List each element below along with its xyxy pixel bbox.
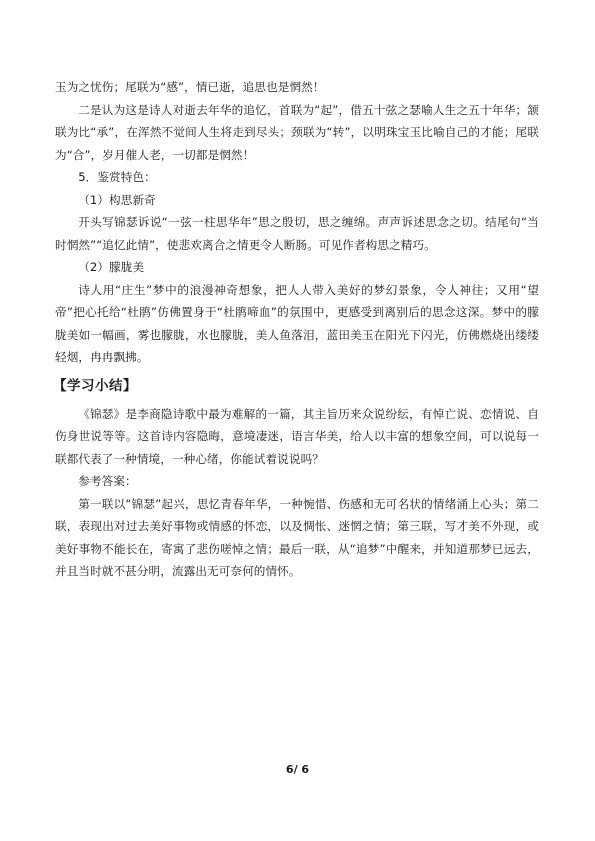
page-number: 6/ 6 xyxy=(285,763,310,776)
section-title-appreciation: 5．鉴赏特色： xyxy=(78,170,156,184)
paragraph-tail-interpretation-one: 玉为之忧伤；尾联为“感”，情已逝，追思也是惘然！ xyxy=(55,80,325,94)
learning-summary-heading: 【学习小结】 xyxy=(53,377,137,394)
page-content xyxy=(55,76,539,583)
paragraph-reference-answer: 第一联以“锦瑟”起兴，思忆青春年华，一种惋惜、伤感和无可名状的情绪涌上心头；第二联，表现出对过去美好事物或情感的怀恋，以及惆怅、迷惘之情；第三联，写才美不外现，或美好事物不能长在，寄寓了悲伤嗟悼之情；最后一联，从“追梦”中醒来，并知道那梦已远去，并且当时就不甚分明，流露出无可奈何的情怀。 xyxy=(55,496,539,578)
paragraph-conception: 开头写锦瑟诉说“一弦一柱思华年”思之殷切，思之缠绵。声声诉述思念之切。结尾句“当时惘然”“追忆此情”，使悲欢离合之情更令人断肠。可见作者构思之精巧。 xyxy=(55,215,539,252)
reference-answer-label: 参考答案： xyxy=(78,474,137,488)
subsection-title-hazy-beauty: （2）朦胧美 xyxy=(78,260,145,274)
paragraph-hazy-beauty: 诗人用“庄生”梦中的浪漫神奇想象，把人人带入美好的梦幻景象，令人神往；又用“望帝”把心托给“杜鹃”仿佛置身于“杜鹃啼血”的氛围中，更感受到离别后的思念这深。梦中的朦胧美如一幅画，雾也朦胧，水也朦胧，美人鱼落泪，蓝田美玉在阳光下闪光，仿佛燃烧出缕缕轻烟，冉冉飘拂。 xyxy=(55,282,539,364)
paragraph-summary-question: 《锦瑟》是李商隐诗歌中最为难解的一篇，其主旨历来众说纷纭，有悼亡说、恋情说、自伤身世说等等。这首诗内容隐晦，意境凄迷，语言华美，给人以丰富的想象空间，可以说每一联都代表了一种情境，一种心绪，你能试着说说吗？ xyxy=(55,406,539,466)
subsection-title-conception: （1）构思新奇 xyxy=(78,192,156,207)
paragraph-interpretation-two: 二是认为这是诗人对逝去年华的追忆，首联为“起”，借五十弦之瑟喻人生之五十年华；颔联为比“承”，在浑然不觉间人生将走到尽头；颈联为“转”，以明珠宝玉比喻自己的才能；尾联为“合”，岁月催人老，一切都是惘然！ xyxy=(55,102,539,162)
